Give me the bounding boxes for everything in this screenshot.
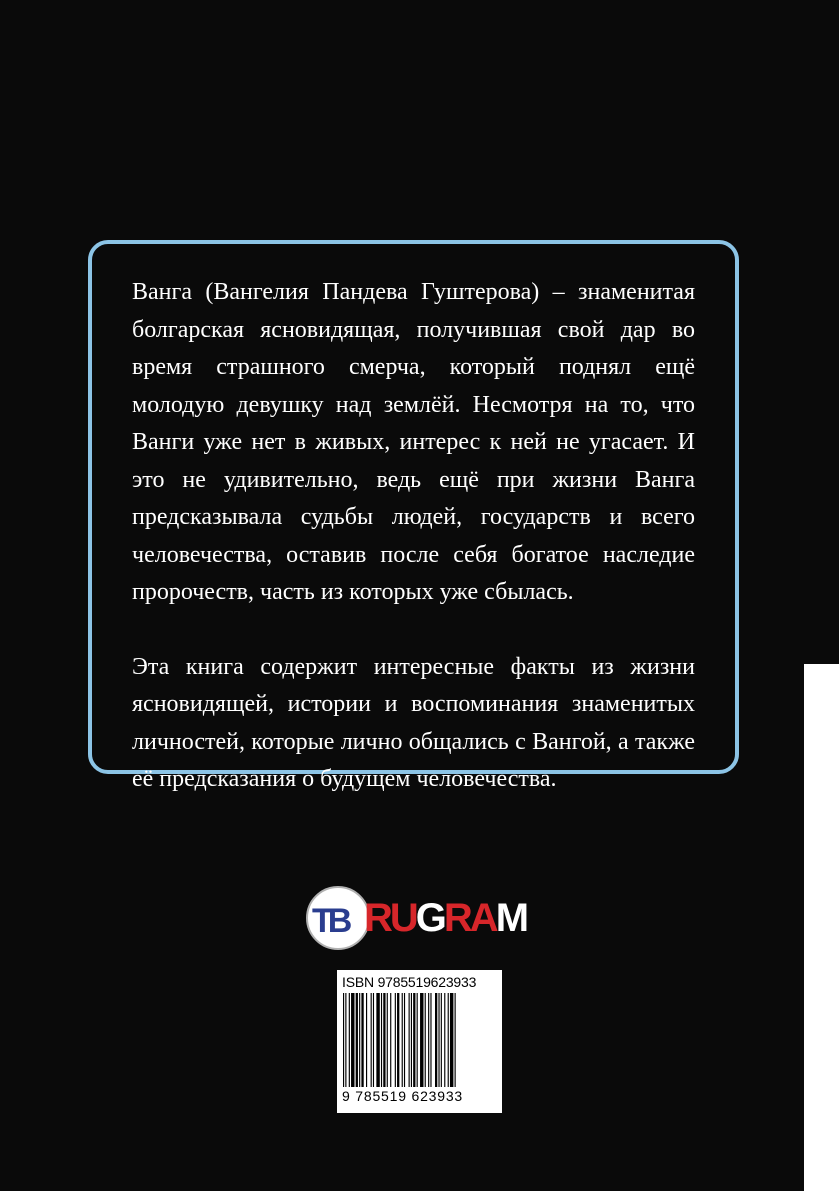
barcode-bars	[342, 993, 497, 1087]
annotation-paragraph-2: Эта книга содержит интересные факты из жизни ясновидящей, истории и воспоминания знаменитых личностей, которые лично общались с Вангой, а также её предсказания о будущем человечества.	[132, 653, 695, 792]
isbn-label: ISBN 9785519623933	[342, 974, 477, 990]
publisher-logo	[306, 884, 527, 952]
logo-part-ru: RU	[364, 896, 416, 940]
isbn-barcode	[337, 970, 502, 1113]
logo-wordmark	[364, 896, 526, 941]
logo-part-m: M	[495, 896, 527, 940]
annotation-paragraph-1: Ванга (Вангелия Пандева Гуштерова) – знаменитая болгарская ясновидящая, получившая свой дар во время страшного смерча, который поднял ещё молодую девушку над землёй. Несмотря на то, что Ванги уже нет в живых, интерес к ней не угасает. И это не удивительно, ведь ещё при жизни Ванга предсказывала судьбы людей, государств и всего человечества, оставив после себя богатое наследие пророчеств, часть из которых уже сбылась.	[132, 279, 695, 605]
spine-strip	[804, 664, 839, 1191]
barcode-digits: 9 785519 623933	[342, 1088, 463, 1104]
logo-part-g: G	[415, 896, 444, 940]
logo-emblem	[306, 886, 370, 950]
annotation-frame	[88, 240, 739, 792]
logo-mark: ТВ	[312, 902, 348, 940]
logo-part-ra: RA	[443, 896, 496, 940]
